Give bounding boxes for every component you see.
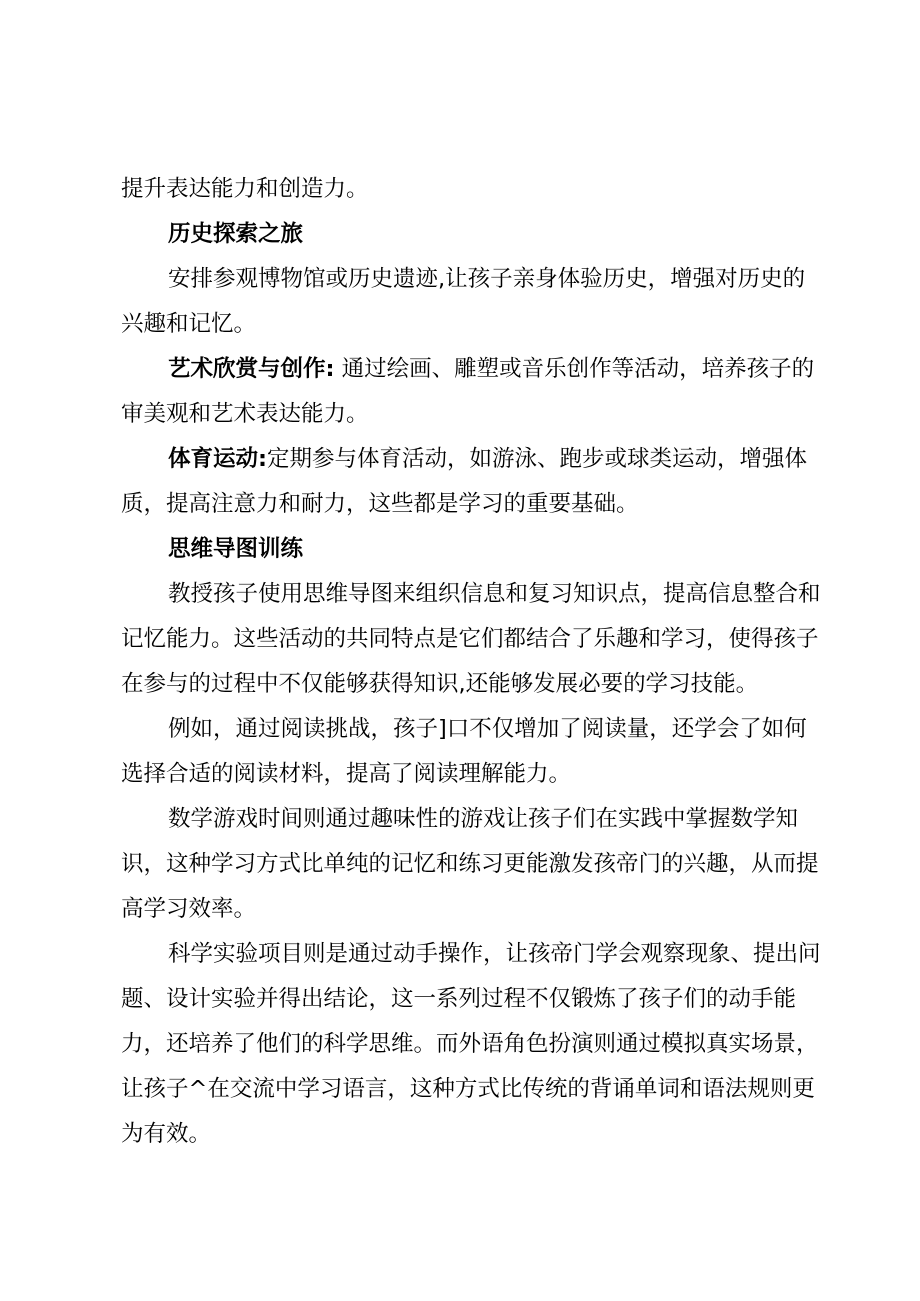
heading-history: 历史探索之旅: [168, 221, 304, 247]
sport-text: 定期参与体育活动，如游泳、跑步或球类运动，增强体质，提高注意力和耐力，这些都是学习的重要基础。: [121, 446, 808, 517]
art-lead: 艺术欣赏与创作:: [168, 356, 335, 382]
heading-mindmap: 思维导图训练: [168, 536, 304, 562]
paragraph-math: 数学游戏时间则通过趣味性的游戏让孩子们在实践中掌握数学知识，这种学习方式比单纯的记忆和练习更能激发孩帝门的兴趣，从而提高学习效率。: [121, 806, 819, 922]
paragraph-history: 安排参观博物馆或历史遗迹,让孩子亲身体验历史，增强对历史的兴趣和记忆。: [121, 266, 806, 337]
paragraph-sport: [121, 437, 821, 527]
paragraph-art: [121, 347, 821, 437]
sport-lead: 体育运动:: [168, 446, 267, 472]
paragraph-science: 科学实验项目则是通过动手操作，让孩帝门学会观察现象、提出问题、设计实验并得出结论，这一系列过程不仅锻炼了孩子们的动手能力，还培养了他们的科学思维。而外语角色扮演则通过模拟真实场景，让孩子^在交流中学习语言，这种方式比传统的背诵单词和语法规则更为有效。: [121, 941, 821, 1147]
paragraph-creativity: 提升表达能力和创造力。: [121, 176, 369, 202]
art-text: 通过绘画、雕塑或音乐创作等活动，培养孩子的审美观和艺术表达能力。: [121, 356, 815, 427]
paragraph-mindmap: 教授孩子使用思维导图来组织信息和复习知识点，提高信息整合和记忆能力。这些活动的共同特点是它们都结合了乐趣和学习，使得孩子在参与的过程中不仅能够获得知识,还能够发展必要的学习技能。: [121, 581, 821, 697]
paragraph-example: 例如，通过阅读挑战，孩子]口不仅增加了阅读量，还学会了如何选择合适的阅读材料，提高了阅读理解能力。: [121, 716, 807, 787]
